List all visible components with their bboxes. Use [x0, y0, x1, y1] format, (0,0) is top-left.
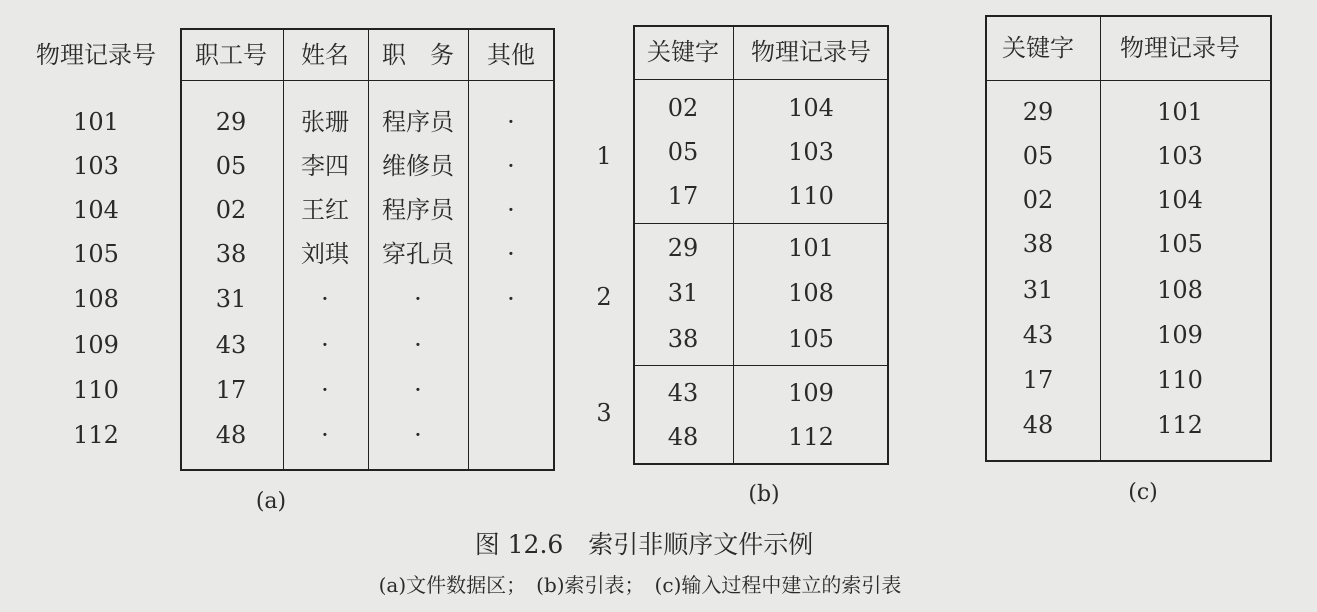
table-c-cell: 108	[1157, 276, 1203, 304]
table-b-cell: 43	[667, 379, 699, 407]
table-a-cell: ·	[414, 421, 422, 449]
table-b-cell: 110	[788, 182, 834, 210]
table-b-cell: 38	[667, 325, 699, 353]
table-a-header-cell: 其他	[487, 41, 535, 69]
table-a-column-divider	[283, 28, 284, 471]
table-b-cell: 02	[667, 94, 699, 122]
table-b-header-cell: 物理记录号	[751, 38, 871, 66]
table-b-cell: 103	[788, 138, 834, 166]
table-c-cell: 17	[1022, 366, 1054, 394]
table-b-group-number: 3	[596, 399, 612, 427]
table-b-column-divider	[733, 25, 734, 465]
table-b-group-divider	[633, 365, 889, 366]
table-a-header-cell: 姓名	[301, 41, 349, 69]
table-c-column-divider	[1100, 15, 1101, 462]
table-a-header-cell: 职工号	[195, 41, 267, 69]
table-c-cell: 02	[1022, 186, 1054, 214]
table-c-cell: 110	[1157, 366, 1203, 394]
table-a-cell: 31	[215, 285, 247, 313]
table-a-cell: 48	[215, 421, 247, 449]
table-c-header-cell: 物理记录号	[1120, 34, 1240, 62]
figure-title: 图 12.6 索引非顺序文件示例	[474, 530, 814, 559]
table-a-cell: 17	[215, 376, 247, 404]
table-a-cell: 程序员	[382, 108, 454, 136]
table-a-cell: 张珊	[301, 108, 349, 136]
table-a-cell: 108	[73, 285, 119, 313]
table-a-cell: 110	[73, 376, 119, 404]
table-a-cell: 112	[73, 421, 119, 449]
table-b-cell: 48	[667, 423, 699, 451]
table-b-group-number: 2	[596, 283, 612, 311]
table-a-cell: 109	[73, 331, 119, 359]
table-c-cell: 05	[1022, 142, 1054, 170]
table-a-cell: 101	[73, 108, 119, 136]
table-c-header-divider	[985, 80, 1272, 81]
table-a-cell: 29	[215, 108, 247, 136]
table-a-cell: ·	[321, 285, 329, 313]
table-c-header-cell: 关键字	[1002, 34, 1074, 62]
table-b-cell: 17	[667, 182, 699, 210]
table-c-cell: 48	[1022, 411, 1054, 439]
table-b-cell: 104	[788, 94, 834, 122]
table-b-group-divider	[633, 223, 889, 224]
table-b-cell: 05	[667, 138, 699, 166]
table-a-cell: 王红	[301, 196, 349, 224]
table-a-cell: 105	[73, 240, 119, 268]
table-c-cell: 109	[1157, 321, 1203, 349]
table-a-cell: 程序员	[382, 196, 454, 224]
table-b-label: (b)	[748, 482, 780, 507]
table-a-column-divider	[468, 28, 469, 471]
table-a-label: (a)	[255, 489, 287, 514]
table-a-cell: ·	[321, 421, 329, 449]
table-a-cell: ·	[321, 331, 329, 359]
table-a-cell: ·	[414, 285, 422, 313]
figure-subtitle: (a)文件数据区； (b)索引表； (c)输入过程中建立的索引表	[378, 573, 902, 597]
table-b-group-number: 1	[596, 142, 612, 170]
table-a-cell: 刘琪	[301, 240, 349, 268]
table-b-header-divider	[633, 79, 889, 80]
table-a-cell: ·	[414, 376, 422, 404]
table-c-cell: 104	[1157, 186, 1203, 214]
table-a-cell: 05	[215, 152, 247, 180]
table-a-cell: 43	[215, 331, 247, 359]
table-b-cell: 29	[667, 234, 699, 262]
table-a-column-divider	[368, 28, 369, 471]
table-b-header-cell: 关键字	[647, 38, 719, 66]
table-b-cell: 112	[788, 423, 834, 451]
table-c-cell: 105	[1157, 230, 1203, 258]
table-b-cell: 109	[788, 379, 834, 407]
table-a-cell: ·	[507, 196, 515, 224]
table-c-cell: 43	[1022, 321, 1054, 349]
table-c-cell: 112	[1157, 411, 1203, 439]
table-c-label: (c)	[1128, 480, 1158, 505]
table-a-cell: 维修员	[382, 152, 454, 180]
table-a-cell: 穿孔员	[382, 240, 454, 268]
table-b-cell: 31	[667, 279, 699, 307]
table-a-header-cell: 职 务	[382, 41, 454, 69]
table-c-cell: 31	[1022, 276, 1054, 304]
table-a-cell: ·	[414, 331, 422, 359]
table-a-cell: ·	[507, 108, 515, 136]
table-c-cell: 29	[1022, 98, 1054, 126]
table-a-cell: 李四	[301, 152, 349, 180]
table-b-cell: 105	[788, 325, 834, 353]
table-a-cell: 104	[73, 196, 119, 224]
table-a-cell: 38	[215, 240, 247, 268]
table-b-cell: 101	[788, 234, 834, 262]
table-a-cell: 103	[73, 152, 119, 180]
table-a-cell: 02	[215, 196, 247, 224]
table-a-cell: ·	[321, 376, 329, 404]
table-b-cell: 108	[788, 279, 834, 307]
table-a-cell: ·	[507, 240, 515, 268]
table-a-header-cell: 物理记录号	[36, 41, 156, 69]
table-c-cell: 103	[1157, 142, 1203, 170]
table-c-cell: 101	[1157, 98, 1203, 126]
table-a-header-divider	[180, 80, 555, 81]
table-c-cell: 38	[1022, 230, 1054, 258]
table-a-cell: ·	[507, 152, 515, 180]
table-a-cell: ·	[507, 285, 515, 313]
